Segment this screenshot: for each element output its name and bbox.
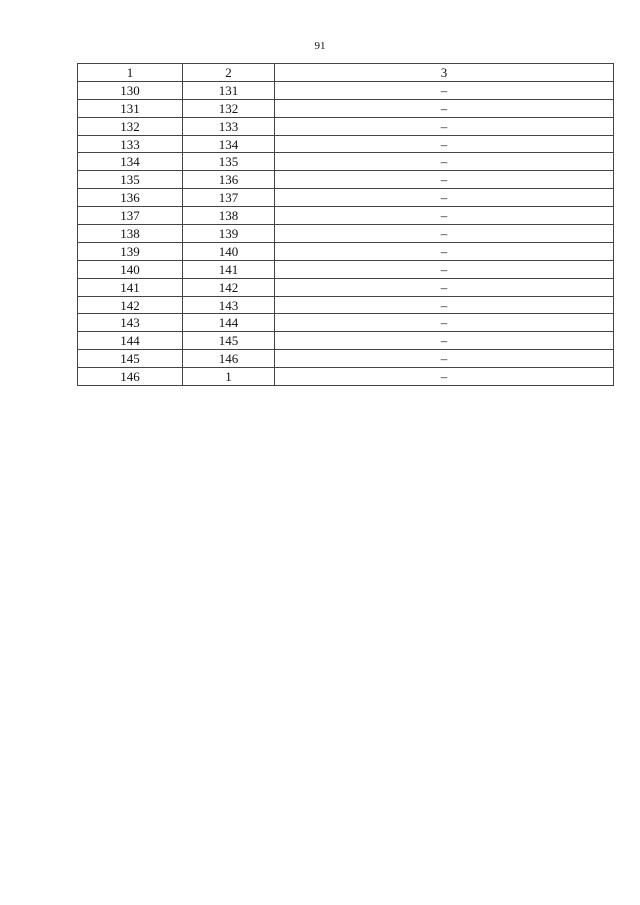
table-cell: 132 <box>78 117 183 135</box>
table-cell: – <box>275 117 614 135</box>
table-row <box>78 278 614 296</box>
table-cell: – <box>275 135 614 153</box>
table-cell: 133 <box>78 135 183 153</box>
table-row <box>78 189 614 207</box>
table-cell: 140 <box>183 242 275 260</box>
table-cell: 130 <box>78 81 183 99</box>
table-cell: 142 <box>78 296 183 314</box>
table-cell: 142 <box>183 278 275 296</box>
table-cell: 137 <box>78 207 183 225</box>
table-cell: – <box>275 296 614 314</box>
column-header-2: 2 <box>183 64 275 82</box>
column-header-3: 3 <box>275 64 614 82</box>
table-row <box>78 332 614 350</box>
table-cell: 1 <box>183 368 275 386</box>
table-cell: 139 <box>78 242 183 260</box>
table-cell: 139 <box>183 225 275 243</box>
table-cell: – <box>275 225 614 243</box>
table-cell: 146 <box>78 368 183 386</box>
table-row <box>78 135 614 153</box>
table-cell: 132 <box>183 99 275 117</box>
table-cell: – <box>275 153 614 171</box>
table-row <box>78 368 614 386</box>
table-row <box>78 296 614 314</box>
table-row <box>78 225 614 243</box>
table-cell: 131 <box>78 99 183 117</box>
table-cell: 138 <box>78 225 183 243</box>
table-cell: – <box>275 189 614 207</box>
table-cell: 141 <box>78 278 183 296</box>
table-cell: 135 <box>78 171 183 189</box>
table-cell: 143 <box>78 314 183 332</box>
table-cell: 146 <box>183 350 275 368</box>
data-table <box>77 63 614 386</box>
table-cell: – <box>275 81 614 99</box>
table-cell: 145 <box>78 350 183 368</box>
table-cell: 133 <box>183 117 275 135</box>
column-header-1: 1 <box>78 64 183 82</box>
table-cell: 144 <box>78 332 183 350</box>
table-row <box>78 242 614 260</box>
table-cell: 143 <box>183 296 275 314</box>
table-row <box>78 350 614 368</box>
table-row <box>78 171 614 189</box>
table-cell: 141 <box>183 260 275 278</box>
table-row <box>78 99 614 117</box>
table-cell: 136 <box>78 189 183 207</box>
table-cell: – <box>275 260 614 278</box>
table-cell: 145 <box>183 332 275 350</box>
table-cell: – <box>275 314 614 332</box>
table-header-row <box>78 64 614 82</box>
table-cell: – <box>275 368 614 386</box>
table-cell: 144 <box>183 314 275 332</box>
table-cell: – <box>275 278 614 296</box>
table-cell: 138 <box>183 207 275 225</box>
table-cell: – <box>275 171 614 189</box>
table-cell: – <box>275 207 614 225</box>
table-cell: 135 <box>183 153 275 171</box>
table-row <box>78 314 614 332</box>
table-cell: 134 <box>78 153 183 171</box>
table-row <box>78 81 614 99</box>
table-cell: 137 <box>183 189 275 207</box>
page-number: 91 <box>314 40 326 52</box>
table-cell: – <box>275 242 614 260</box>
table-row <box>78 153 614 171</box>
table-row <box>78 117 614 135</box>
table-cell: 134 <box>183 135 275 153</box>
table-row <box>78 207 614 225</box>
table-body <box>78 81 614 385</box>
table-cell: – <box>275 332 614 350</box>
table-cell: – <box>275 350 614 368</box>
table-cell: 140 <box>78 260 183 278</box>
table-cell: – <box>275 99 614 117</box>
table-row <box>78 260 614 278</box>
table-cell: 131 <box>183 81 275 99</box>
table-cell: 136 <box>183 171 275 189</box>
